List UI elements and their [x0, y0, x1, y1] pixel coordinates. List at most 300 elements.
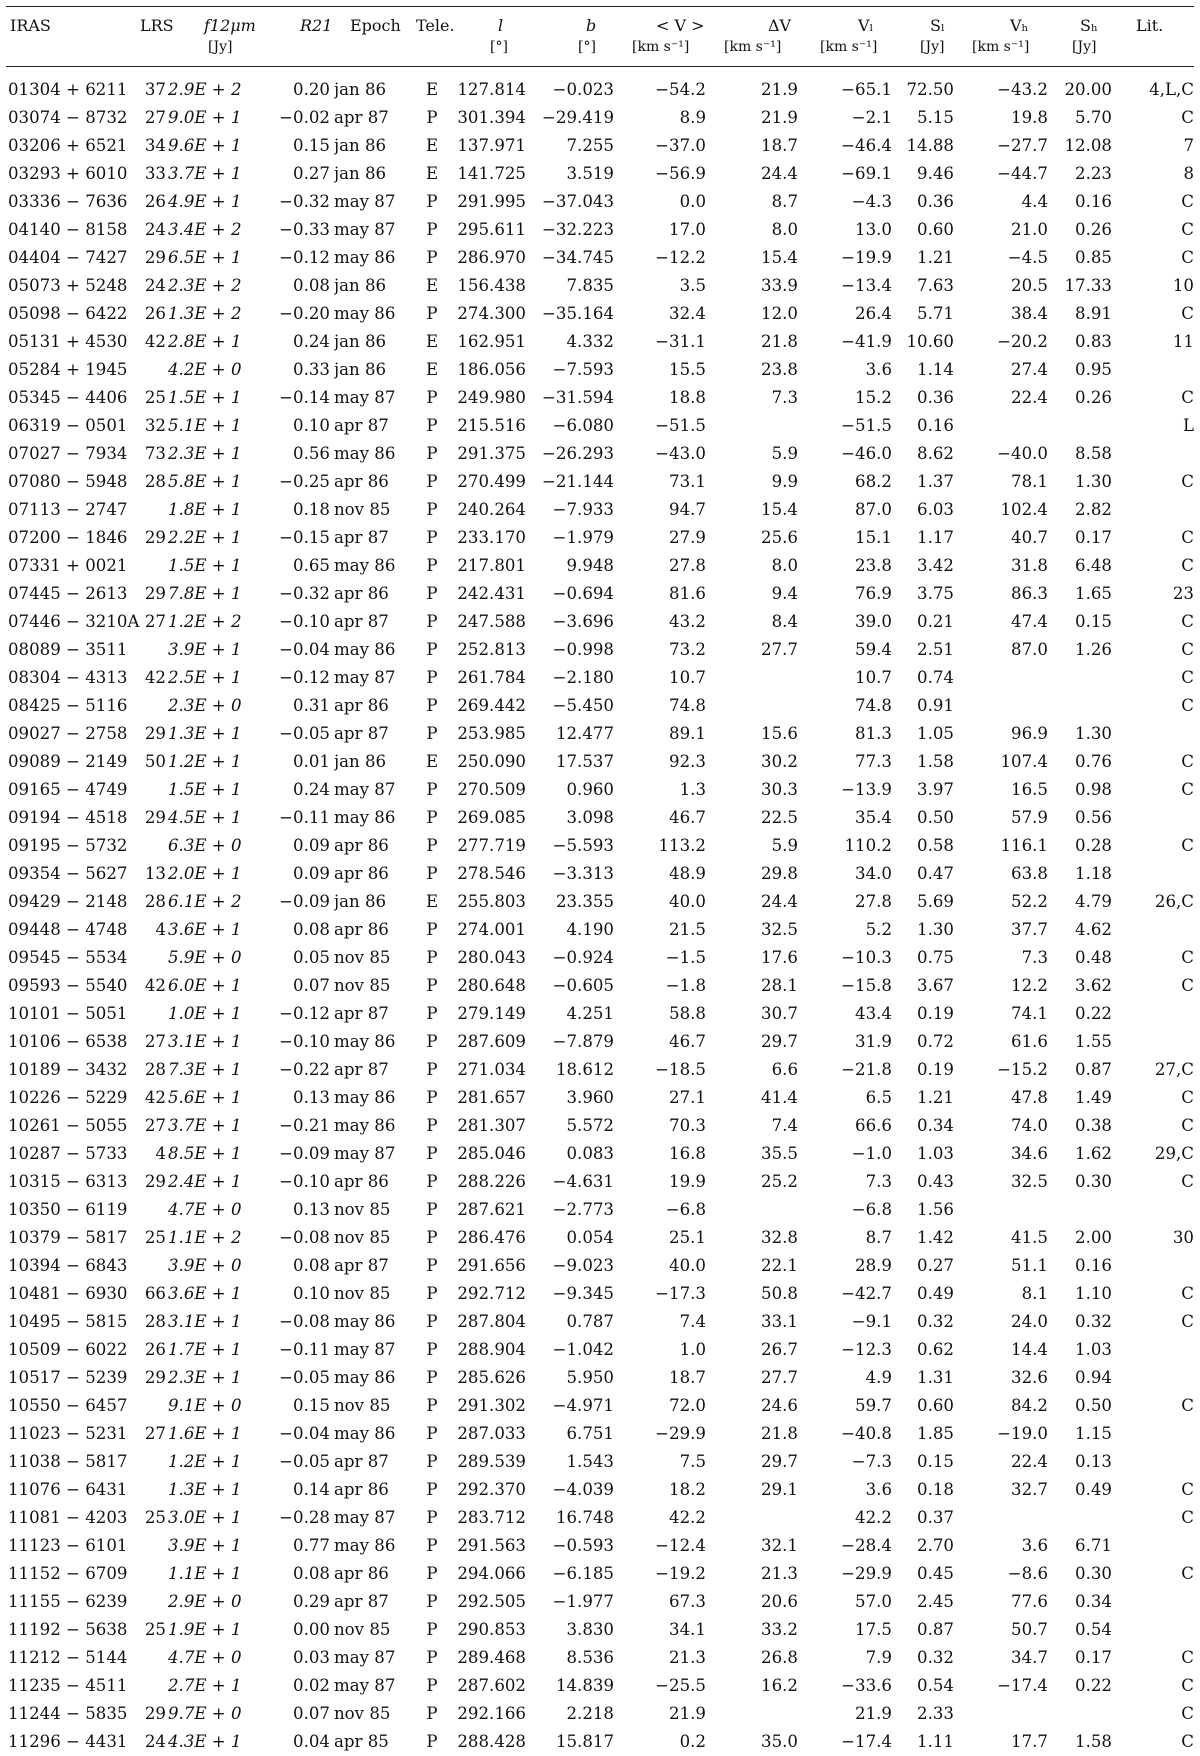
cell-lrs: 42	[144, 1088, 166, 1107]
cell-lrs	[142, 692, 166, 720]
cell-tele: P	[426, 1228, 438, 1247]
cell-vmean: −12.4	[655, 1536, 706, 1555]
cell-tele: P	[426, 1676, 438, 1695]
cell-lit	[1116, 1252, 1194, 1280]
cell-sh: 8.91	[1075, 304, 1112, 323]
cell-vh	[956, 412, 1048, 440]
cell-lit	[1116, 720, 1194, 748]
cell-l: 291.563	[457, 1536, 526, 1555]
cell-tele: P	[426, 1116, 438, 1135]
cell-lit	[1116, 1532, 1194, 1560]
cell-b: 1.543	[566, 1452, 614, 1471]
cell-l: 292.166	[457, 1704, 526, 1723]
cell-vh: −20.2	[997, 332, 1048, 351]
cell-lrs: 29	[144, 1172, 166, 1191]
cell-lrs: 29	[144, 1704, 166, 1723]
cell-sl: 2.70	[917, 1536, 954, 1555]
cell-r21: 0.08	[293, 1256, 330, 1275]
cell-vl: 59.7	[855, 1396, 892, 1415]
cell-vh: 12.2	[1011, 976, 1048, 995]
cell-l: 295.611	[457, 220, 526, 239]
cell-l: 280.648	[457, 976, 526, 995]
header-lit: Lit.	[1136, 16, 1164, 35]
cell-vmean: 32.4	[669, 304, 706, 323]
cell-b: −0.924	[552, 948, 614, 967]
cell-iras: 11076 − 6431	[8, 1480, 128, 1499]
cell-r21: −0.04	[279, 640, 330, 659]
cell-sh: 8.58	[1075, 444, 1112, 463]
cell-vl: −33.6	[841, 1676, 892, 1695]
cell-epoch: jan 86	[334, 80, 387, 99]
cell-vh: −17.4	[997, 1676, 1048, 1695]
cell-r21: −0.28	[279, 1508, 330, 1527]
cell-vl: 31.9	[855, 1032, 892, 1051]
cell-lrs: 25	[144, 1228, 166, 1247]
cell-vl: −42.7	[841, 1284, 892, 1303]
cell-tele: E	[425, 80, 439, 99]
cell-b: −3.313	[552, 864, 614, 883]
cell-r21: 0.01	[293, 752, 330, 771]
cell-iras: 10379 − 5817	[8, 1228, 128, 1247]
cell-r21: 0.33	[293, 360, 330, 379]
cell-iras: 11244 − 5835	[8, 1704, 128, 1723]
cell-vh	[956, 664, 1048, 692]
cell-vmean: 25.1	[669, 1228, 706, 1247]
cell-sh: 20.00	[1064, 80, 1112, 99]
cell-tele: P	[426, 416, 438, 435]
cell-sh: 0.49	[1075, 1480, 1112, 1499]
cell-vmean: 18.8	[669, 388, 706, 407]
cell-lrs	[142, 1588, 166, 1616]
header-vl: Vₗ	[858, 16, 874, 35]
cell-vl: −46.0	[841, 444, 892, 463]
cell-dv: 21.9	[761, 108, 798, 127]
cell-lit: C	[1181, 1732, 1194, 1751]
cell-sl: 0.47	[917, 864, 954, 883]
table-row	[0, 804, 1200, 832]
cell-iras: 08425 − 5116	[8, 696, 128, 715]
cell-epoch: apr 87	[334, 1452, 389, 1471]
cell-b: −9.345	[552, 1284, 614, 1303]
cell-sh: 1.15	[1075, 1424, 1112, 1443]
cell-lrs	[142, 1476, 166, 1504]
cell-f12: 3.6E + 1	[168, 1284, 242, 1303]
cell-sh: 3.62	[1075, 976, 1112, 995]
cell-vmean: 34.1	[669, 1620, 706, 1639]
cell-vmean: 1.0	[679, 1340, 706, 1359]
cell-epoch: apr 86	[334, 836, 389, 855]
cell-iras: 03206 + 6521	[8, 136, 128, 155]
cell-f12: 6.0E + 1	[168, 976, 242, 995]
cell-lit: 7	[1183, 136, 1194, 155]
cell-l: 274.001	[457, 920, 526, 939]
cell-sh: 1.58	[1075, 1732, 1112, 1751]
cell-tele: P	[426, 556, 438, 575]
cell-lrs: 29	[144, 248, 166, 267]
cell-vl: 3.6	[865, 360, 892, 379]
header-sh: Sₕ	[1080, 16, 1098, 35]
cell-vh: 52.2	[1011, 892, 1048, 911]
cell-tele: E	[425, 892, 439, 911]
cell-vmean: 21.3	[669, 1648, 706, 1667]
cell-iras: 11296 − 4431	[8, 1732, 128, 1751]
cell-sl: 0.21	[917, 612, 954, 631]
cell-sh: 0.17	[1075, 528, 1112, 547]
cell-r21: 0.15	[293, 1396, 330, 1415]
cell-sh: 0.56	[1075, 808, 1112, 827]
table-row	[0, 1112, 1200, 1140]
cell-r21: −0.08	[279, 1228, 330, 1247]
cell-sh: 4.79	[1075, 892, 1112, 911]
cell-f12: 2.9E + 2	[168, 80, 242, 99]
cell-sh: 0.83	[1075, 332, 1112, 351]
cell-b: 3.098	[566, 808, 614, 827]
cell-epoch: may 87	[334, 780, 396, 799]
cell-vmean: −1.8	[665, 976, 706, 995]
header-dv-unit: [km s⁻¹]	[724, 39, 782, 55]
cell-b: 0.787	[566, 1312, 614, 1331]
cell-sh: 0.50	[1075, 1396, 1112, 1415]
cell-f12: 1.3E + 2	[168, 304, 242, 323]
cell-r21: −0.21	[279, 1116, 330, 1135]
cell-sl: 1.03	[917, 1144, 954, 1163]
cell-vl: −4.3	[851, 192, 892, 211]
table-row	[0, 608, 1200, 636]
cell-vh	[956, 1700, 1048, 1728]
cell-sl: 5.69	[917, 892, 954, 911]
cell-l: 240.264	[457, 500, 526, 519]
cell-b: −5.593	[552, 836, 614, 855]
cell-epoch: apr 87	[334, 1256, 389, 1275]
cell-b: −21.144	[542, 472, 614, 491]
cell-l: 137.971	[457, 136, 526, 155]
cell-dv: 27.7	[761, 1368, 798, 1387]
cell-vl: −12.3	[841, 1340, 892, 1359]
cell-r21: −0.10	[279, 1172, 330, 1191]
cell-lit	[1116, 1420, 1194, 1448]
cell-l: 280.043	[457, 948, 526, 967]
cell-f12: 3.0E + 1	[168, 1508, 242, 1527]
table-row	[0, 692, 1200, 720]
cell-r21: 0.56	[293, 444, 330, 463]
cell-vh: 3.6	[1021, 1536, 1048, 1555]
header-lrs: LRS	[140, 16, 174, 35]
cell-sl: 1.11	[917, 1732, 954, 1751]
cell-l: 215.516	[457, 416, 526, 435]
cell-iras: 05284 + 1945	[8, 360, 128, 379]
cell-sl: 10.60	[906, 332, 954, 351]
cell-iras: 10517 − 5239	[8, 1368, 128, 1387]
table-row	[0, 132, 1200, 160]
table-row	[0, 944, 1200, 972]
cell-r21: 0.77	[293, 1536, 330, 1555]
cell-dv	[710, 692, 798, 720]
cell-epoch: may 87	[334, 1676, 396, 1695]
cell-dv: 24.6	[761, 1396, 798, 1415]
cell-lrs: 29	[144, 528, 166, 547]
cell-vh: 20.5	[1011, 276, 1048, 295]
cell-lit	[1116, 1616, 1194, 1644]
cell-b: −31.594	[542, 388, 614, 407]
cell-vl: 59.4	[855, 640, 892, 659]
cell-iras: 09448 − 4748	[8, 920, 128, 939]
cell-epoch: apr 86	[334, 696, 389, 715]
cell-r21: −0.33	[279, 220, 330, 239]
cell-epoch: jan 86	[334, 276, 387, 295]
cell-b: −6.185	[552, 1564, 614, 1583]
cell-epoch: nov 85	[334, 1704, 391, 1723]
cell-tele: P	[426, 1340, 438, 1359]
cell-r21: 0.14	[293, 1480, 330, 1499]
header-dv: ΔV	[768, 16, 792, 35]
cell-vl: −1.0	[851, 1144, 892, 1163]
cell-vmean: 18.7	[669, 1368, 706, 1387]
cell-vh: 14.4	[1011, 1340, 1048, 1359]
cell-vmean: 74.8	[669, 696, 706, 715]
cell-sh: 0.76	[1075, 752, 1112, 771]
table-row	[0, 1560, 1200, 1588]
cell-iras: 04404 − 7427	[8, 248, 128, 267]
cell-dv: 17.6	[761, 948, 798, 967]
table-row	[0, 748, 1200, 776]
cell-r21: 0.09	[293, 864, 330, 883]
cell-b: 14.839	[555, 1676, 614, 1695]
table-row	[0, 244, 1200, 272]
cell-sl: 0.36	[917, 192, 954, 211]
cell-b: −9.023	[552, 1256, 614, 1275]
cell-f12: 2.3E + 1	[168, 444, 242, 463]
cell-vl: 87.0	[855, 500, 892, 519]
cell-r21: −0.11	[279, 808, 330, 827]
cell-iras: 10189 − 3432	[8, 1060, 128, 1079]
cell-vl: −46.4	[841, 136, 892, 155]
cell-r21: −0.32	[279, 192, 330, 211]
cell-f12: 2.3E + 0	[168, 696, 242, 715]
cell-f12: 9.1E + 0	[168, 1396, 242, 1415]
cell-f12: 4.7E + 0	[168, 1200, 242, 1219]
table-row	[0, 1168, 1200, 1196]
cell-vl: 10.7	[855, 668, 892, 687]
cell-epoch: may 86	[334, 640, 396, 659]
cell-epoch: may 87	[334, 1144, 396, 1163]
cell-sl: 0.49	[917, 1284, 954, 1303]
cell-iras: 06319 − 0501	[8, 416, 128, 435]
cell-lit: 26,C	[1154, 892, 1194, 911]
cell-lit: C	[1181, 976, 1194, 995]
cell-dv: 29.1	[761, 1480, 798, 1499]
cell-epoch: apr 87	[334, 108, 389, 127]
cell-dv: 21.8	[761, 332, 798, 351]
cell-l: 288.226	[457, 1172, 526, 1191]
cell-iras: 09354 − 5627	[8, 864, 128, 883]
cell-tele: P	[426, 640, 438, 659]
cell-lit: C	[1181, 1704, 1194, 1723]
cell-epoch: may 87	[334, 1508, 396, 1527]
cell-dv: 29.7	[761, 1032, 798, 1051]
cell-f12: 5.8E + 1	[168, 472, 242, 491]
cell-lit: C	[1181, 108, 1194, 127]
cell-lit: C	[1181, 556, 1194, 575]
cell-r21: 0.05	[293, 948, 330, 967]
cell-l: 283.712	[457, 1508, 526, 1527]
cell-sl: 5.15	[917, 108, 954, 127]
cell-sh: 2.82	[1075, 500, 1112, 519]
cell-vmean: 46.7	[669, 1032, 706, 1051]
cell-r21: 0.27	[293, 164, 330, 183]
table-row	[0, 1000, 1200, 1028]
cell-tele: P	[426, 1704, 438, 1723]
header-sh-unit: [Jy]	[1072, 39, 1097, 55]
cell-sh	[1050, 664, 1112, 692]
cell-vl: −51.5	[841, 416, 892, 435]
cell-iras: 10106 − 6538	[8, 1032, 128, 1051]
cell-vmean: −1.5	[665, 948, 706, 967]
cell-l: 289.539	[457, 1452, 526, 1471]
cell-sl: 1.30	[917, 920, 954, 939]
cell-epoch: may 86	[334, 444, 396, 463]
cell-f12: 3.9E + 1	[168, 1536, 242, 1555]
cell-tele: P	[426, 1424, 438, 1443]
cell-lrs	[142, 1672, 166, 1700]
cell-lrs: 28	[144, 892, 166, 911]
cell-b: −7.593	[552, 360, 614, 379]
cell-vl: −15.8	[841, 976, 892, 995]
cell-vh: 84.2	[1011, 1396, 1048, 1415]
cell-sl: 3.75	[917, 584, 954, 603]
table-row	[0, 552, 1200, 580]
cell-vh: 22.4	[1011, 388, 1048, 407]
header-b-unit: [°]	[578, 39, 596, 55]
cell-tele: P	[426, 304, 438, 323]
cell-dv: 21.8	[761, 1424, 798, 1443]
cell-lrs: 42	[144, 976, 166, 995]
cell-l: 269.442	[457, 696, 526, 715]
cell-b: −3.696	[552, 612, 614, 631]
cell-vmean: 72.0	[669, 1396, 706, 1415]
cell-l: 271.034	[457, 1060, 526, 1079]
cell-lit: 11	[1172, 332, 1194, 351]
cell-b: 4.251	[566, 1004, 614, 1023]
cell-vmean: −19.2	[655, 1564, 706, 1583]
cell-f12: 3.7E + 1	[168, 164, 242, 183]
cell-lit: C	[1181, 388, 1194, 407]
cell-sh: 1.65	[1075, 584, 1112, 603]
table-row	[0, 1728, 1200, 1756]
cell-b: −2.773	[552, 1200, 614, 1219]
cell-r21: 0.18	[293, 500, 330, 519]
cell-lrs: 66	[144, 1284, 166, 1303]
cell-dv: 21.3	[761, 1564, 798, 1583]
cell-r21: 0.09	[293, 836, 330, 855]
cell-vl: −13.9	[841, 780, 892, 799]
cell-iras: 08304 − 4313	[8, 668, 128, 687]
cell-sh: 0.28	[1075, 836, 1112, 855]
table-row	[0, 496, 1200, 524]
cell-sh: 0.32	[1075, 1312, 1112, 1331]
cell-vl: 35.4	[855, 808, 892, 827]
cell-epoch: nov 85	[334, 1396, 391, 1415]
cell-epoch: jan 86	[334, 752, 387, 771]
cell-lit: 23	[1172, 584, 1194, 603]
cell-lrs: 33	[144, 164, 166, 183]
cell-lit	[1116, 440, 1194, 468]
cell-vmean: 70.3	[669, 1116, 706, 1135]
cell-iras: 10287 − 5733	[8, 1144, 128, 1163]
cell-f12: 2.2E + 1	[168, 528, 242, 547]
cell-sh: 6.71	[1075, 1536, 1112, 1555]
cell-lit	[1116, 1588, 1194, 1616]
cell-f12: 8.5E + 1	[168, 1144, 242, 1163]
table-row	[0, 1644, 1200, 1672]
cell-lit	[1116, 860, 1194, 888]
cell-dv	[710, 664, 798, 692]
cell-dv: 29.8	[761, 864, 798, 883]
cell-vh: 31.8	[1011, 556, 1048, 575]
cell-f12: 7.3E + 1	[168, 1060, 242, 1079]
cell-tele: P	[426, 1312, 438, 1331]
cell-tele: P	[426, 1284, 438, 1303]
cell-lit	[1116, 356, 1194, 384]
cell-lrs: 26	[144, 304, 166, 323]
cell-f12: 4.2E + 0	[168, 360, 242, 379]
cell-vh: 34.6	[1011, 1144, 1048, 1163]
cell-sh: 0.95	[1075, 360, 1112, 379]
cell-lit: C	[1181, 1172, 1194, 1191]
cell-l: 287.804	[457, 1312, 526, 1331]
table-row	[0, 1616, 1200, 1644]
table-row	[0, 468, 1200, 496]
cell-vl: 77.3	[855, 752, 892, 771]
cell-iras: 10509 − 6022	[8, 1340, 128, 1359]
cell-lit: C	[1181, 668, 1194, 687]
header-l: l	[498, 16, 504, 35]
cell-vmean: 3.5	[679, 276, 706, 295]
cell-lit: C	[1181, 248, 1194, 267]
cell-vl: 42.2	[855, 1508, 892, 1527]
cell-lrs	[142, 496, 166, 524]
cell-iras: 07331 + 0021	[8, 556, 128, 575]
cell-b: 0.960	[566, 780, 614, 799]
cell-epoch: may 87	[334, 1340, 396, 1359]
cell-lit: C	[1181, 528, 1194, 547]
cell-sl: 0.91	[917, 696, 954, 715]
cell-f12: 1.3E + 1	[168, 1480, 242, 1499]
cell-vmean: −51.5	[655, 416, 706, 435]
table-row	[0, 1448, 1200, 1476]
cell-dv: 5.9	[771, 444, 798, 463]
cell-f12: 1.2E + 2	[168, 612, 242, 631]
cell-epoch: apr 86	[334, 584, 389, 603]
cell-r21: 0.24	[293, 780, 330, 799]
cell-iras: 11038 − 5817	[8, 1452, 128, 1471]
cell-sl: 0.45	[917, 1564, 954, 1583]
cell-tele: P	[426, 1452, 438, 1471]
cell-l: 278.546	[457, 864, 526, 883]
cell-sh: 0.16	[1075, 192, 1112, 211]
cell-lit: 8	[1183, 164, 1194, 183]
cell-l: 269.085	[457, 808, 526, 827]
cell-sl: 0.32	[917, 1648, 954, 1667]
cell-b: 23.355	[555, 892, 614, 911]
cell-vl: 74.8	[855, 696, 892, 715]
cell-vh: −43.2	[997, 80, 1048, 99]
cell-iras: 11212 − 5144	[8, 1648, 128, 1667]
cell-lrs: 32	[144, 416, 166, 435]
cell-vl: 23.8	[855, 556, 892, 575]
cell-r21: 0.65	[293, 556, 330, 575]
cell-b: −29.419	[542, 108, 614, 127]
cell-vh: 61.6	[1011, 1032, 1048, 1051]
